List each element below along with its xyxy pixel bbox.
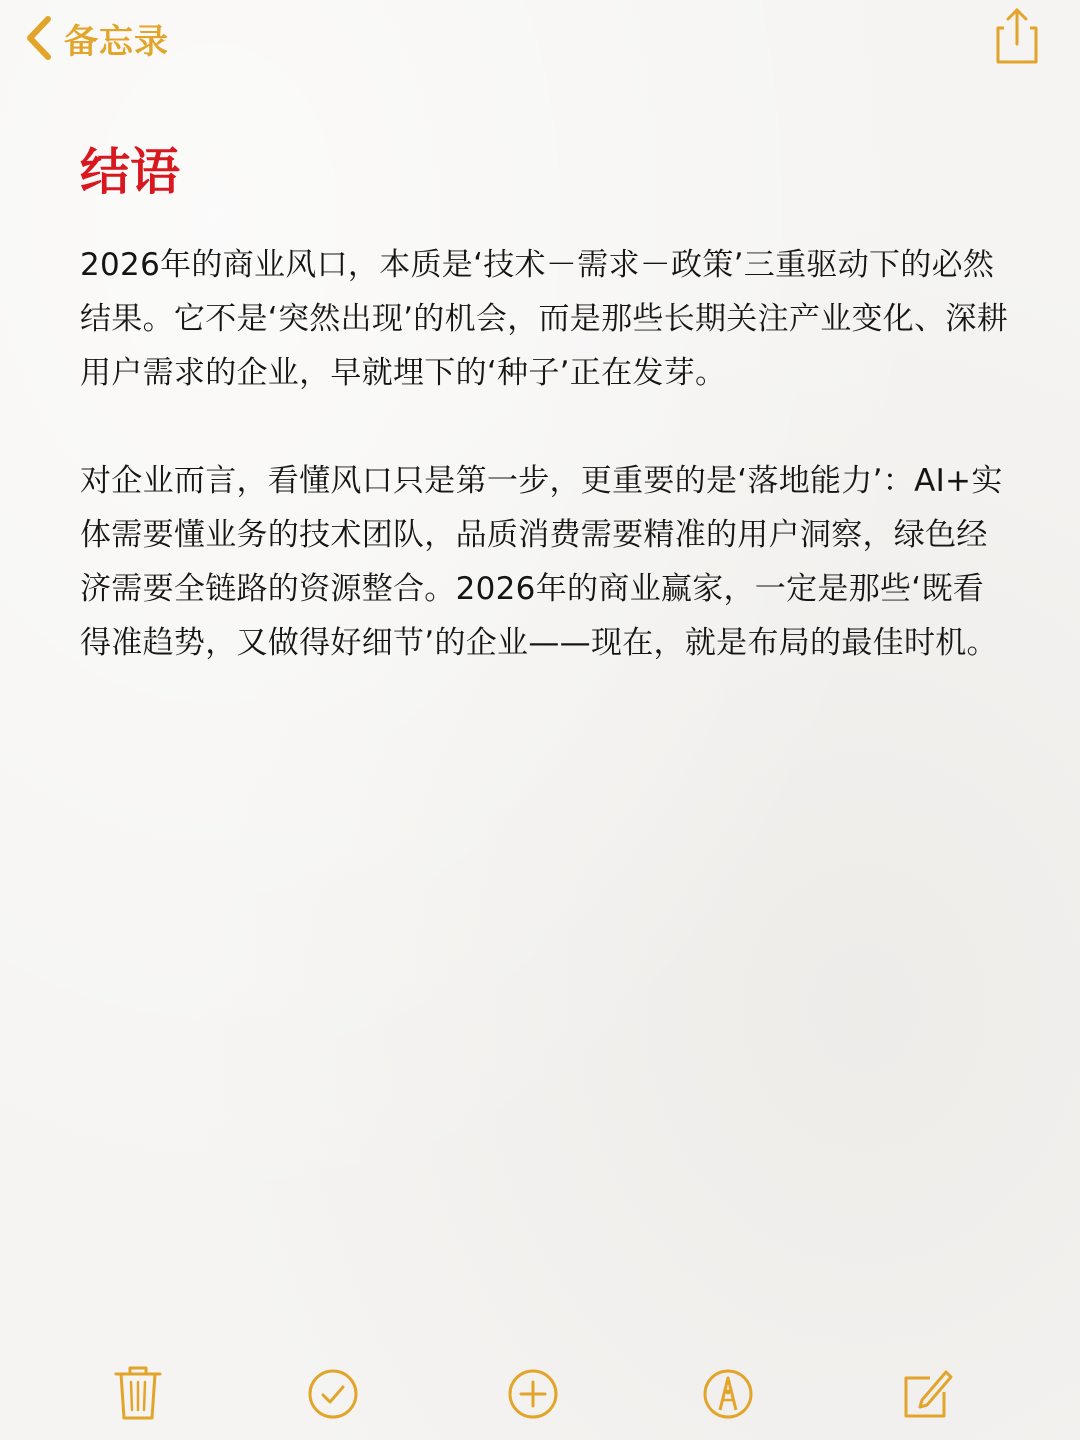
checklist-button[interactable] (305, 1362, 361, 1422)
compose-icon (900, 1362, 956, 1422)
back-button[interactable] (22, 12, 169, 64)
compose-button[interactable] (900, 1362, 956, 1422)
add-icon (505, 1362, 561, 1422)
share-icon (994, 6, 1040, 66)
chevron-left-icon (22, 13, 56, 63)
markup-icon (700, 1362, 756, 1422)
add-button[interactable] (505, 1362, 561, 1422)
markup-button[interactable] (700, 1362, 756, 1422)
delete-button[interactable] (110, 1362, 166, 1422)
trash-icon (110, 1362, 166, 1422)
note-paragraph-2: 对企业而言，看懂风口只是第一步，更重要的是‘落地能力’：AI+实体需要懂业务的技术团队，品质消费需要精准的用户洞察，绿色经济需要全链路的资源整合。2026年的商业赢家，一定是那些‘既看得准趋势，又做得好细节’的企业——现在，就是布局的最佳时机。 (80, 463, 1003, 661)
bottom-toolbar (0, 1362, 1080, 1432)
share-button[interactable] (994, 6, 1040, 66)
note-paragraph-1: 2026年的商业风口，本质是‘技术－需求－政策’三重驱动下的必然结果。它不是‘突然出现’的机会，而是那些长期关注产业变化、深耕用户需求的企业，早就埋下的‘种子’正在发芽。 (80, 247, 1009, 391)
checklist-icon (305, 1362, 361, 1422)
note-title: 结语 (80, 143, 180, 201)
navigation-bar (0, 0, 1080, 80)
back-label: 备忘录 (64, 21, 169, 62)
note-body[interactable] (80, 140, 1010, 670)
